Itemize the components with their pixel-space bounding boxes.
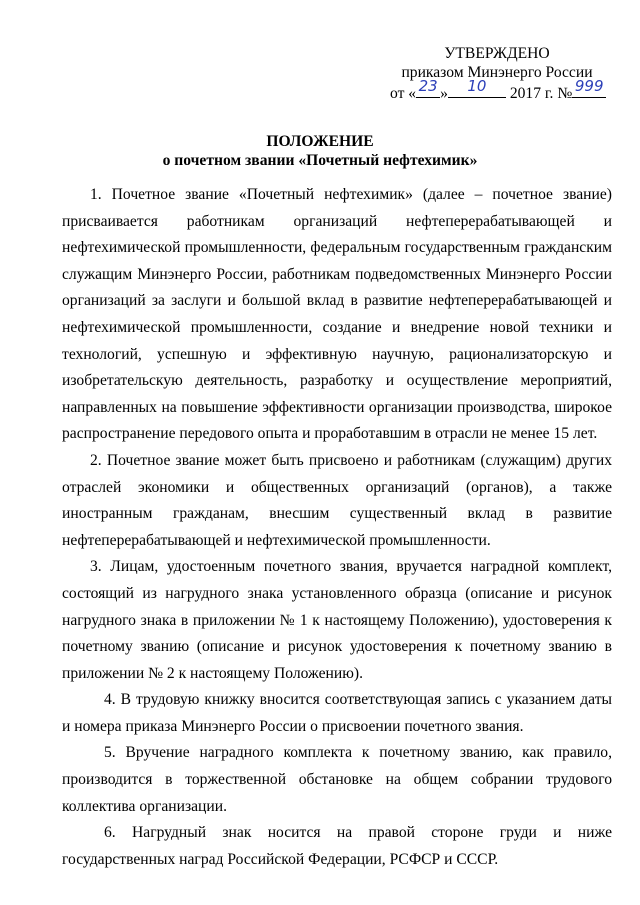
- approval-heading: УТВЕРЖДЕНО: [444, 45, 550, 62]
- document-body: [62, 182, 612, 873]
- month-blank: [448, 77, 506, 98]
- paragraph-6: 6. Нагрудный знак носится на правой стороне груди и ниже государственных наград Российской Федерации, РСФСР и СССР.: [62, 824, 612, 868]
- paragraph-4: 4. В трудовую книжку вносится соответствующая запись с указанием даты и номера приказа Минэнерго России о присвоении почетного звания.: [62, 691, 612, 735]
- date-prefix: от «: [390, 85, 417, 102]
- approval-date-line: [382, 77, 612, 103]
- number-blank: [572, 77, 606, 98]
- handwritten-number: 999: [574, 77, 604, 95]
- date-quote: »: [440, 85, 448, 102]
- approval-stamp: [382, 44, 612, 103]
- day-blank: [416, 77, 440, 98]
- year-and-number-label: 2017 г. №: [509, 85, 573, 102]
- handwritten-day: 23: [418, 77, 438, 95]
- handwritten-month: 10: [467, 77, 487, 95]
- document-title: [0, 132, 640, 170]
- paragraph-5: 5. Вручение наградного комплекта к почетному званию, как правило, производится в торжественной обстановке на общем собрании трудового коллектива организации.: [62, 744, 612, 815]
- approval-order-line: приказом Минэнерго России: [401, 64, 593, 81]
- paragraph-2: 2. Почетное звание может быть присвоено и работникам (служащим) других отраслей экономики и общественных организаций (органов), а также иностранным гражданам, внесшим существенный вклад в развитие нефтеперерабатывающей и нефтехимической промышленности.: [62, 451, 612, 549]
- title-heading: ПОЛОЖЕНИЕ: [266, 133, 374, 150]
- paragraph-1: 1. Почетное звание «Почетный нефтехимик» (далее – почетное звание) присваивается работникам организаций нефтеперерабатывающей и нефтехимической промышленности, федеральным государственным гражданским служащим Минэнерго России, работникам подведомственных Минэнерго России организаций за заслуги и большой вклад в развитие нефтеперерабатывающей и нефтехимической промышленности, создание и внедрение новой техники и технологий, успешную и эффективную научную, рационализаторскую и изобретательскую деятельность, разработку и осуществление мероприятий, направленных на повышение эффективности организации производства, широкое распространение передового опыта и проработавшим в отрасли не менее 15 лет.: [62, 186, 612, 443]
- title-subheading: о почетном звании «Почетный нефтехимик»: [162, 152, 478, 169]
- paragraph-3: 3. Лицам, удостоенным почетного звания, вручается наградной комплект, состоящий из нагрудного знака установленного образца (описание и рисунок нагрудного знака в приложении № 1 к настоящему Положению), удостоверения к почетному званию (описание и рисунок удостоверения к почетному званию в приложении № 2 к настоящему Положению).: [62, 558, 612, 682]
